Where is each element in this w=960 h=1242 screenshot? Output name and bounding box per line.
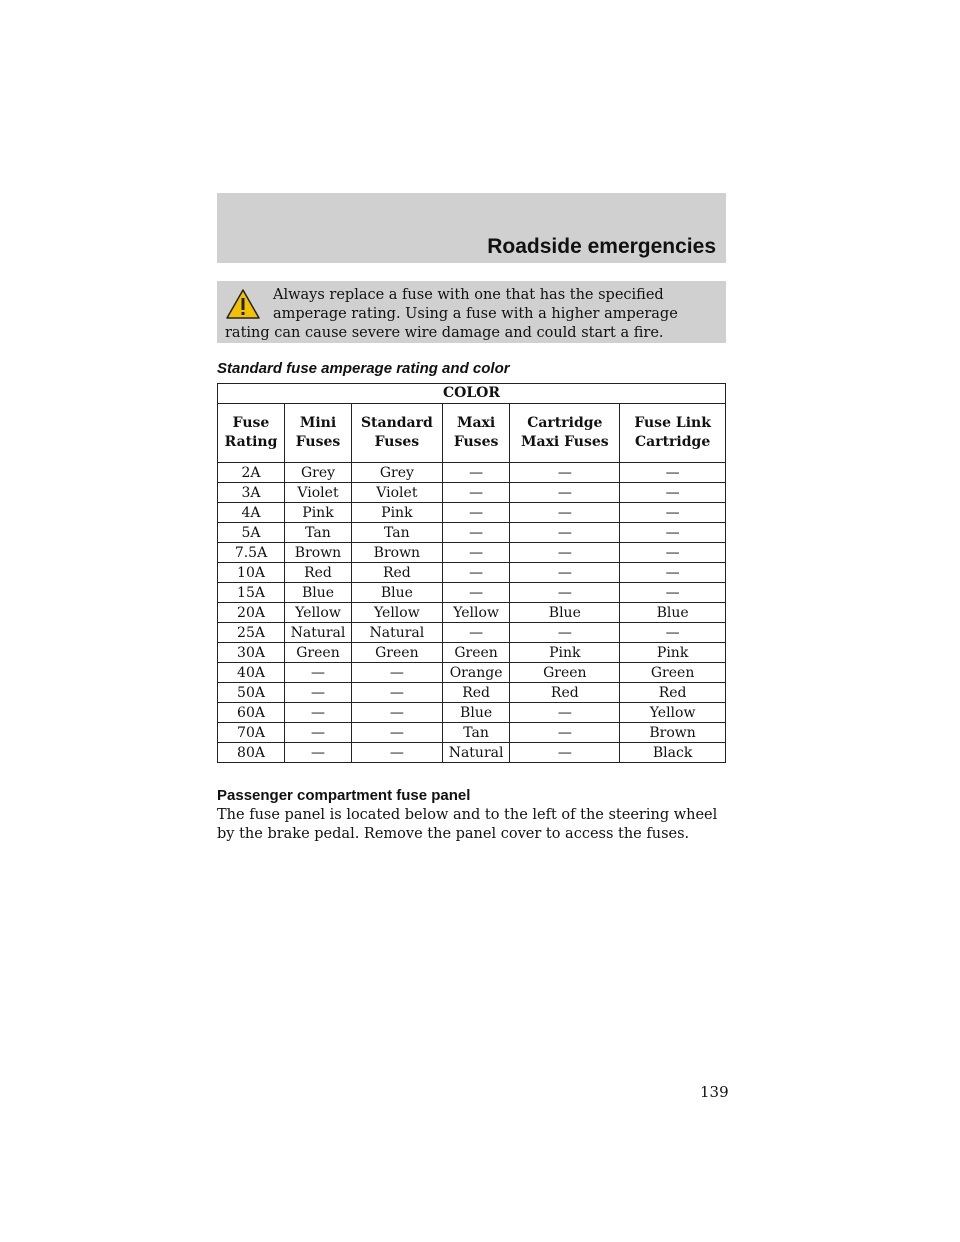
fuse-color-cell: — — [285, 743, 352, 763]
table-row — [218, 503, 726, 523]
table-column-header: Maxi Fuses — [442, 404, 510, 463]
fuse-color-table — [217, 383, 726, 763]
fuse-rating-cell: 15A — [218, 583, 285, 603]
fuse-color-cell: — — [620, 483, 726, 503]
fuse-color-cell: — — [442, 463, 510, 483]
fuse-color-cell: Pink — [351, 503, 442, 523]
fuse-color-cell: — — [442, 623, 510, 643]
table-row — [218, 663, 726, 683]
fuse-color-cell: Brown — [620, 723, 726, 743]
fuse-color-cell: — — [620, 523, 726, 543]
fuse-color-cell: — — [351, 743, 442, 763]
table-row — [218, 523, 726, 543]
fuse-color-cell: — — [620, 463, 726, 483]
warning-box — [217, 281, 726, 343]
fuse-color-cell: Orange — [442, 663, 510, 683]
fuse-color-cell: — — [510, 563, 620, 583]
fuse-color-cell: — — [620, 563, 726, 583]
fuse-color-cell: Blue — [620, 603, 726, 623]
fuse-color-cell: Blue — [351, 583, 442, 603]
fuse-rating-cell: 10A — [218, 563, 285, 583]
fuse-color-cell: — — [351, 663, 442, 683]
fuse-color-cell: — — [351, 703, 442, 723]
fuse-rating-cell: 7.5A — [218, 543, 285, 563]
fuse-color-cell: — — [510, 623, 620, 643]
fuse-color-cell: Tan — [442, 723, 510, 743]
fuse-color-cell: — — [442, 483, 510, 503]
fuse-color-cell: Tan — [285, 523, 352, 543]
fuse-rating-cell: 25A — [218, 623, 285, 643]
table-row — [218, 623, 726, 643]
fuse-color-cell: — — [620, 623, 726, 643]
fuse-color-cell: Green — [442, 643, 510, 663]
warning-text: Always replace a fuse with one that has the specified amperage rating. Using a fuse with a higher amperage rating can cause severe wire damage and could start a fire. — [225, 287, 678, 341]
page-number: 139 — [700, 1083, 729, 1101]
fuse-color-cell: Black — [620, 743, 726, 763]
fuse-color-cell: — — [285, 723, 352, 743]
chapter-header — [217, 193, 726, 263]
fuse-rating-cell: 20A — [218, 603, 285, 623]
fuse-color-cell: — — [510, 703, 620, 723]
fuse-color-cell: Pink — [510, 643, 620, 663]
fuse-rating-cell: 4A — [218, 503, 285, 523]
fuse-color-cell: — — [510, 483, 620, 503]
fuse-rating-cell: 70A — [218, 723, 285, 743]
fuse-color-cell: Pink — [285, 503, 352, 523]
fuse-color-cell: Grey — [285, 463, 352, 483]
fuse-color-cell: Blue — [442, 703, 510, 723]
table-column-header: Fuse Rating — [218, 404, 285, 463]
fuse-color-cell: Red — [442, 683, 510, 703]
fuse-color-cell: — — [351, 723, 442, 743]
fuse-color-cell: Blue — [285, 583, 352, 603]
fuse-color-cell: — — [442, 503, 510, 523]
table-row — [218, 463, 726, 483]
fuse-color-cell: — — [510, 463, 620, 483]
fuse-color-cell: — — [510, 523, 620, 543]
chapter-title: Roadside emergencies — [487, 235, 716, 258]
warning-triangle-icon — [225, 288, 261, 320]
fuse-color-cell: — — [510, 583, 620, 603]
fuse-rating-cell: 40A — [218, 663, 285, 683]
fuse-color-cell: — — [510, 723, 620, 743]
fuse-color-cell: Yellow — [285, 603, 352, 623]
table-row — [218, 603, 726, 623]
table-column-header: Cartridge Maxi Fuses — [510, 404, 620, 463]
fuse-color-cell: Tan — [351, 523, 442, 543]
section-heading: Standard fuse amperage rating and color — [217, 360, 510, 377]
table-row — [218, 703, 726, 723]
table-row — [218, 563, 726, 583]
fuse-color-cell: Pink — [620, 643, 726, 663]
fuse-color-cell: — — [285, 663, 352, 683]
fuse-color-cell: — — [620, 583, 726, 603]
table-column-header: Mini Fuses — [285, 404, 352, 463]
table-row — [218, 643, 726, 663]
fuse-rating-cell: 3A — [218, 483, 285, 503]
fuse-color-cell: — — [285, 683, 352, 703]
fuse-color-cell: — — [510, 743, 620, 763]
fuse-color-cell: Green — [510, 663, 620, 683]
fuse-color-cell: Violet — [351, 483, 442, 503]
fuse-color-cell: Yellow — [442, 603, 510, 623]
fuse-color-cell: — — [442, 543, 510, 563]
fuse-color-cell: — — [442, 523, 510, 543]
fuse-color-cell: Natural — [442, 743, 510, 763]
fuse-color-cell: — — [442, 563, 510, 583]
table-row — [218, 743, 726, 763]
fuse-color-cell: — — [620, 503, 726, 523]
fuse-color-cell: Natural — [285, 623, 352, 643]
table-body — [218, 463, 726, 763]
fuse-color-cell: — — [285, 703, 352, 723]
fuse-color-cell: Red — [620, 683, 726, 703]
fuse-rating-cell: 2A — [218, 463, 285, 483]
fuse-color-cell: Red — [351, 563, 442, 583]
fuse-color-cell: — — [351, 683, 442, 703]
table-column-header: Standard Fuses — [351, 404, 442, 463]
fuse-color-cell: Brown — [285, 543, 352, 563]
fuse-color-cell: Green — [351, 643, 442, 663]
fuse-rating-cell: 60A — [218, 703, 285, 723]
fuse-rating-cell: 80A — [218, 743, 285, 763]
fuse-color-cell: Yellow — [620, 703, 726, 723]
fuse-color-cell: Red — [510, 683, 620, 703]
fuse-color-cell: — — [510, 543, 620, 563]
table-row — [218, 583, 726, 603]
fuse-color-cell: Green — [285, 643, 352, 663]
fuse-color-cell: Blue — [510, 603, 620, 623]
fuse-color-cell: Yellow — [351, 603, 442, 623]
subsection-heading: Passenger compartment fuse panel — [217, 787, 471, 804]
table-group-header: COLOR — [218, 384, 726, 404]
fuse-rating-cell: 5A — [218, 523, 285, 543]
fuse-color-cell: — — [510, 503, 620, 523]
table-row — [218, 683, 726, 703]
fuse-color-cell: Grey — [351, 463, 442, 483]
fuse-color-cell: — — [442, 583, 510, 603]
fuse-color-cell: Green — [620, 663, 726, 683]
table-row — [218, 543, 726, 563]
table-column-header: Fuse Link Cartridge — [620, 404, 726, 463]
subsection-body: The fuse panel is located below and to the left of the steering wheel by the brake pedal. Remove the panel cover to access the fuses. — [217, 807, 718, 842]
fuse-color-cell: Violet — [285, 483, 352, 503]
table-row — [218, 723, 726, 743]
table-column-header-row — [218, 404, 726, 463]
table-row — [218, 483, 726, 503]
fuse-color-cell: Red — [285, 563, 352, 583]
fuse-rating-cell: 50A — [218, 683, 285, 703]
fuse-color-cell: Brown — [351, 543, 442, 563]
fuse-color-cell: — — [620, 543, 726, 563]
fuse-color-cell: Natural — [351, 623, 442, 643]
fuse-rating-cell: 30A — [218, 643, 285, 663]
